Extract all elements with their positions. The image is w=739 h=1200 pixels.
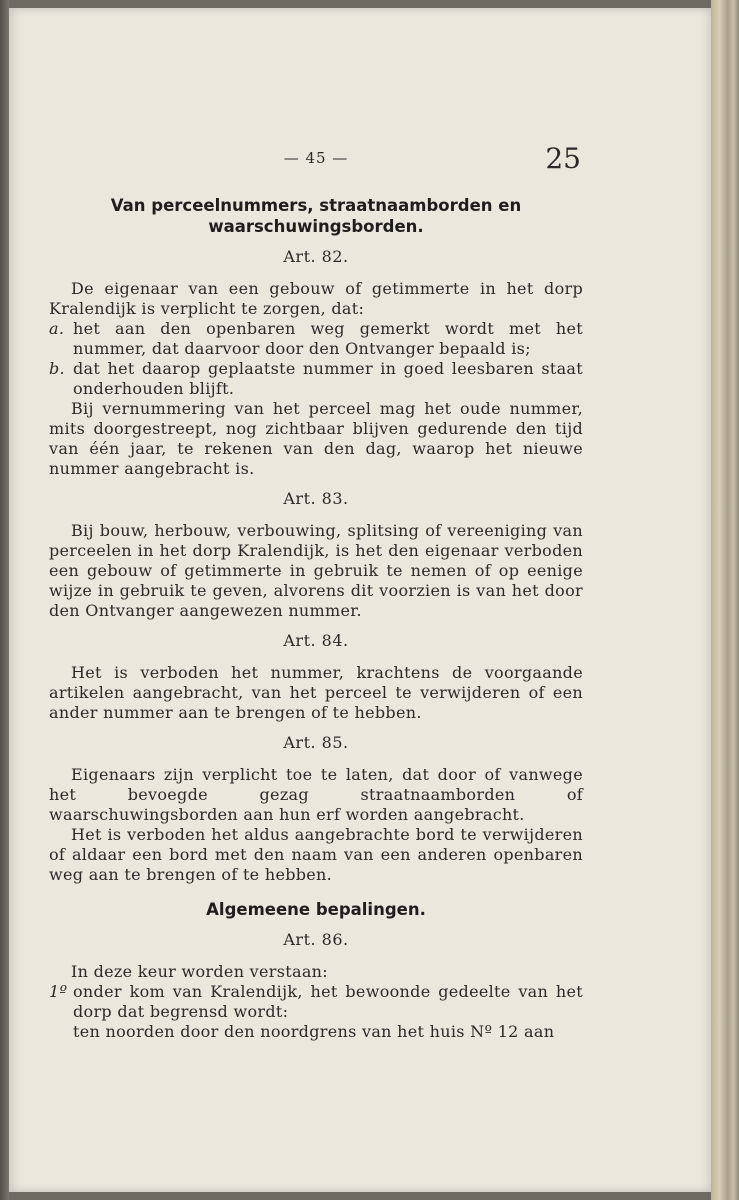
page-header <box>49 142 583 182</box>
section-heading-numbers: Van perceelnummers, straatnaamborden en waarschuwingsborden. <box>110 196 522 236</box>
article-86-item-1 <box>49 982 583 1022</box>
page-edges <box>711 0 739 1200</box>
article-85-paragraph-2: Het is verboden het aldus aangebrachte bord te verwijderen of aldaar een bord met den naam van een anderen openbaren weg aan te brengen of te hebben. <box>49 825 583 884</box>
item-text: onder kom van Kralendijk, het bewoonde gedeelte van het dorp dat begrensd wordt: <box>73 982 583 1021</box>
article-82-paragraph-2: Bij vernummering van het perceel mag het oude nummer, mits doorgestreept, nog zichtbaar blijven gedurende den tijd van één jaar, te rekenen van den dag, waarop het nieuwe nummer aangebracht is. <box>49 399 583 478</box>
item-text: het aan den openbaren weg gemerkt wordt met het nummer, dat daarvoor door den Ontvanger bepaald is; <box>73 319 583 358</box>
article-title-86: Art. 86. <box>283 930 349 949</box>
continuation-start: ten noorden door den noordgrens van het huis <box>73 1022 465 1041</box>
article-82-item-b <box>49 359 583 399</box>
article-86-intro: In deze keur worden verstaan: <box>71 962 328 981</box>
article-85-paragraph-1: Eigenaars zijn verplicht toe te laten, dat door of vanwege het bevoegde gezag straatnaamborden of waarschuwingsborden aan hun erf worden aangebracht. <box>49 765 583 824</box>
page-content <box>49 142 583 1042</box>
item-label: 1º <box>49 982 68 1001</box>
article-83-text: Bij bouw, herbouw, verbouwing, splitsing of vereeniging van perceelen in het dorp Kralendijk, is het den eigenaar verboden een gebouw of getimmerte in gebruik te nemen of op eenige wijze in gebruik te geven, alvorens dit voorzien is van het door den Ontvanger aangewezen nummer. <box>49 521 583 620</box>
article-82-intro: De eigenaar van een gebouw of getimmerte in het dorp Kralendijk is verplicht te zorgen, dat: <box>49 279 583 318</box>
article-86-continuation <box>49 1022 583 1042</box>
article-84-text: Het is verboden het nummer, krachtens de voorgaande artikelen aangebracht, van het perceel te verwijderen of een ander nummer aan te brengen of te hebben. <box>49 663 583 722</box>
section-heading-general: Algemeene bepalingen. <box>206 900 426 919</box>
item-text: dat het daarop geplaatste nummer in goed leesbaren staat onderhouden blijft. <box>73 359 583 398</box>
item-label: a. <box>49 319 65 338</box>
continuation-end: 12 aan <box>497 1022 555 1041</box>
article-title-83: Art. 83. <box>283 489 349 508</box>
article-title-85: Art. 85. <box>283 733 349 752</box>
article-title-84: Art. 84. <box>283 631 349 650</box>
folio-number: — 45 — <box>283 149 349 167</box>
binding-shadow <box>0 0 9 1200</box>
article-82-item-a <box>49 319 583 359</box>
page-number: 25 <box>545 142 581 175</box>
article-title-82: Art. 82. <box>283 247 349 266</box>
document-page <box>9 8 711 1192</box>
item-label: b. <box>49 359 65 378</box>
number-sign: Nº <box>470 1022 493 1041</box>
